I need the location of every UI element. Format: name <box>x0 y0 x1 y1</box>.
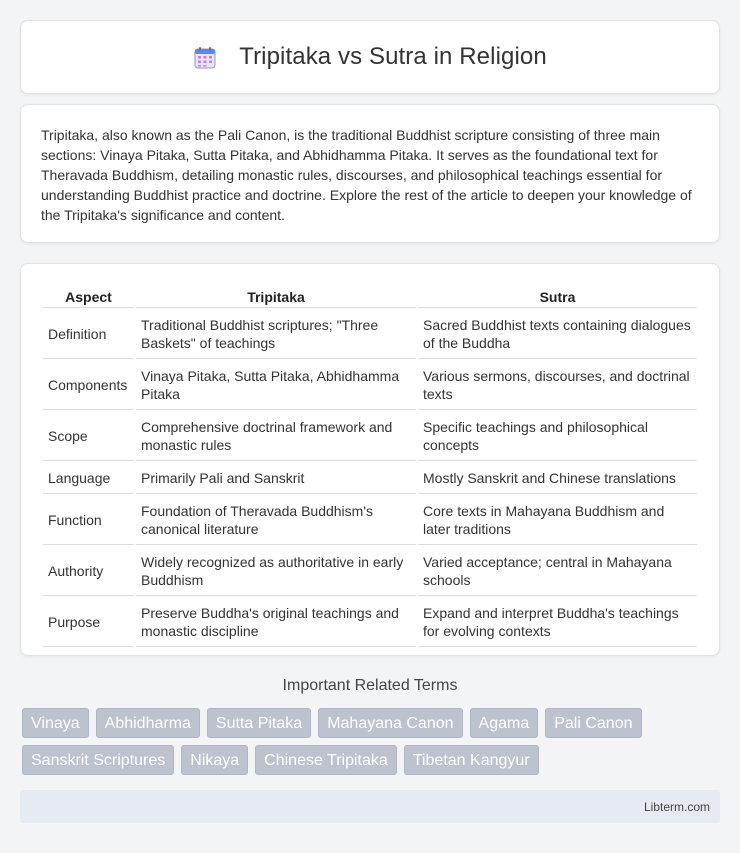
table-row <box>43 463 697 494</box>
intro-paragraph: Tripitaka, also known as the Pali Canon, is the traditional Buddhist scripture consisting of three main sections: Vinaya Pitaka, Sutta Pitaka, and Abhidhamma Pitaka. It serves as the foundational text for Theravada Buddhism, detailing monastic rules, discourses, and philosophical teachings essential for understanding Buddhist practice and doctrine. Explore the rest of the article to deepen your knowledge of the Tripitaka's significance and content. <box>41 127 692 223</box>
cell-tripitaka: Comprehensive doctrinal framework and monastic rules <box>136 412 416 461</box>
footer-site-link[interactable]: Libterm.com <box>643 799 710 814</box>
table-row <box>43 496 697 545</box>
cell-tripitaka: Foundation of Theravada Buddhism's canonical literature <box>136 496 416 545</box>
header-aspect: Aspect <box>43 286 134 308</box>
table-row <box>43 598 697 647</box>
header-sutra: Sutra <box>418 286 697 308</box>
table-row <box>43 361 697 410</box>
header-card <box>20 20 720 94</box>
cell-sutra: Mostly Sanskrit and Chinese translations <box>418 463 697 494</box>
cell-tripitaka: Vinaya Pitaka, Sutta Pitaka, Abhidhamma Pitaka <box>136 361 416 410</box>
comparison-table <box>41 284 699 649</box>
table-row <box>43 310 697 359</box>
cell-aspect: Components <box>43 361 134 410</box>
tag-nikaya[interactable]: Nikaya <box>181 745 248 775</box>
cell-aspect: Authority <box>43 547 134 596</box>
tag-abhidharma[interactable]: Abhidharma <box>96 708 200 738</box>
tag-sanskrit-scriptures[interactable]: Sanskrit Scriptures <box>22 745 174 775</box>
footer <box>20 790 720 823</box>
cell-sutra: Varied acceptance; central in Mahayana schools <box>418 547 697 596</box>
intro-card <box>20 104 720 243</box>
cell-aspect: Language <box>43 463 134 494</box>
cell-sutra: Various sermons, discourses, and doctrinal texts <box>418 361 697 410</box>
tag-mahayana-canon[interactable]: Mahayana Canon <box>318 708 462 738</box>
tag-vinaya[interactable]: Vinaya <box>22 708 89 738</box>
cell-tripitaka: Preserve Buddha's original teachings and monastic discipline <box>136 598 416 647</box>
cell-aspect: Scope <box>43 412 134 461</box>
tag-tibetan-kangyur[interactable]: Tibetan Kangyur <box>404 745 539 775</box>
cell-sutra: Core texts in Mahayana Buddhism and later traditions <box>418 496 697 545</box>
cell-sutra: Sacred Buddhist texts containing dialogues of the Buddha <box>418 310 697 359</box>
cell-sutra: Expand and interpret Buddha's teachings for evolving contexts <box>418 598 697 647</box>
tag-agama[interactable]: Agama <box>470 708 539 738</box>
table-header-row <box>43 286 697 308</box>
cell-aspect: Definition <box>43 310 134 359</box>
table-row <box>43 412 697 461</box>
cell-aspect: Purpose <box>43 598 134 647</box>
comparison-table-card <box>20 263 720 656</box>
tag-pali-canon[interactable]: Pali Canon <box>545 708 641 738</box>
related-terms-tags <box>22 708 722 775</box>
tag-sutta-pitaka[interactable]: Sutta Pitaka <box>207 708 311 738</box>
cell-aspect: Function <box>43 496 134 545</box>
cell-sutra: Specific teachings and philosophical concepts <box>418 412 697 461</box>
cell-tripitaka: Primarily Pali and Sanskrit <box>136 463 416 494</box>
cell-tripitaka: Widely recognized as authoritative in early Buddhism <box>136 547 416 596</box>
table-row <box>43 547 697 596</box>
header-tripitaka: Tripitaka <box>136 286 416 308</box>
calendar-icon <box>193 46 217 70</box>
tag-chinese-tripitaka[interactable]: Chinese Tripitaka <box>255 745 397 775</box>
page-title: Tripitaka vs Sutra in Religion <box>239 43 547 70</box>
related-terms-title: Important Related Terms <box>282 677 458 694</box>
cell-tripitaka: Traditional Buddhist scriptures; "Three Baskets" of teachings <box>136 310 416 359</box>
